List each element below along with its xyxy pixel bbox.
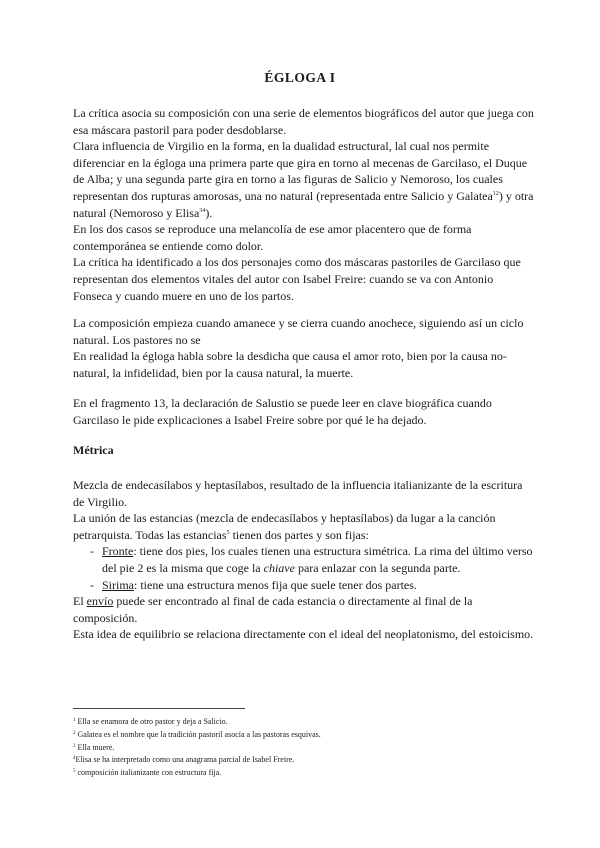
term-envio: envío	[86, 594, 114, 609]
intro-paragraph-2	[73, 138, 535, 221]
metrica-section	[73, 477, 535, 643]
intro-paragraph-2-text-b: ) y otra natural (Nemoroso y Elisa	[73, 188, 534, 220]
metrica-heading: Métrica	[73, 443, 114, 457]
footnote-number: 4	[73, 756, 76, 762]
intro-paragraph-2-text-a: Clara influencia de Virgilio en la forma, en la dualidad estructural, lal cual nos permite diferenciar en la égloga una primera parte que gira en torno al mecenas de Garcilaso, el Duque de Alba; y una segunda parte gira en torno a las figuras de Salicio y Nemoroso, los cuales representan dos rupturas amorosas, una no natural (representada entre Salicio y Galatea	[73, 139, 528, 203]
term-sirima: Sirima	[102, 577, 134, 592]
fragment-section	[73, 395, 535, 428]
footnote-2	[73, 729, 535, 742]
sirima-text: : tiene una estructura menos fija que suele tener dos partes.	[134, 577, 417, 592]
metrica-paragraph-1: Mezcla de endecasílabos y heptasílabos, resultado de la influencia italianizante de la escritura de Virgilio.	[73, 478, 523, 509]
intro-paragraph-1: La crítica asocia su composición con una serie de elementos biográficos del autor que juega con esa máscara pastoril para poder desdoblarse.	[73, 106, 534, 137]
footnote-5	[73, 767, 535, 780]
intro-paragraph-3: En los dos casos se reproduce una melancolía de ese amor placentero que de forma contemporánea se entiende como dolor.	[73, 222, 472, 253]
footnote-text: Ella se enamora de otro pastor y deja a Salicio.	[75, 717, 228, 726]
fronte-text-b: para enlazar con la segunda parte.	[294, 560, 461, 575]
footnotes	[73, 716, 535, 780]
metrica-paragraph-2-text-a: La unión de las estancias (mezcla de endecasílabos y heptasílabos) da lugar a la canción petrarquista. Todas las estancias	[73, 511, 496, 542]
footnote-text: Elisa se ha interpretado como una anagrama parcial de Isabel Freire.	[75, 755, 295, 765]
list-dash: -	[90, 577, 94, 592]
list-item-sirima	[73, 577, 535, 594]
metrica-paragraph-2-text-b: tienen dos partes y son fijas:	[229, 527, 369, 542]
footnote-text: composición italianizante con estructura fija.	[75, 768, 222, 778]
composition-paragraph-1: La composición empieza cuando amanece y se cierra cuando anochece, siguiendo así un ciclo natural. Los pastores no se	[73, 316, 524, 347]
metrica-paragraph-3-text-a: El	[73, 594, 87, 609]
footnote-number: 5	[73, 769, 76, 775]
footnote-4	[73, 754, 535, 767]
footnote-text: Galatea es el nombre que la tradición pastoril asocia a las pastoras esquivas.	[75, 729, 321, 739]
metrica-paragraph-3	[73, 593, 535, 626]
footnote-1	[73, 716, 535, 729]
footnote-3	[73, 742, 535, 755]
list-dash: -	[90, 544, 94, 559]
footnote-ref-34[interactable]: 34	[199, 207, 206, 214]
footnote-text: Ella muere.	[75, 742, 115, 752]
footnote-number: 3	[73, 743, 76, 749]
page-title: ÉGLOGA I	[264, 70, 336, 85]
footnote-ref-12[interactable]: 12	[492, 190, 499, 197]
composition-section	[73, 315, 535, 381]
intro-section	[73, 105, 535, 304]
metrica-paragraph-4: Esta idea de equilibrio se relaciona directamente con el ideal del neoplatonismo, del estoicismo.	[73, 627, 534, 642]
footnote-ref-5[interactable]: 5	[226, 529, 230, 536]
fronte-text-a: : tiene dos pies, los cuales tienen una estructura simétrica. La rima del último verso del pie 2 es la misma que coge la	[102, 544, 533, 575]
footnote-number: 2	[73, 730, 76, 736]
fragment-paragraph: En el fragmento 13, la declaración de Salustio se puede leer en clave biográfica cuando Garcilaso le pide explicaciones a Isabel Freire sobre por qué le ha dejado.	[73, 396, 492, 427]
metrica-paragraph-2	[73, 510, 535, 543]
intro-paragraph-4: La crítica ha identificado a los dos personajes como dos máscaras pastoriles de Garcilaso que representan dos elementos vitales del autor con Isabel Freire: cuando se va con Antonio Fonseca y cuando muere en uno de los partos.	[73, 255, 521, 303]
list-item-fronte	[73, 543, 535, 576]
term-fronte: Fronte	[102, 544, 134, 559]
metrica-paragraph-3-text-b: puede ser encontrado al final de cada estancia o directamente al final de la composición.	[73, 594, 473, 625]
composition-paragraph-2: En realidad la égloga habla sobre la desdicha que causa el amor roto, bien por la causa no-natural, la infidelidad, bien por la causa natural, la muerte.	[73, 349, 507, 380]
intro-paragraph-2-text-c: ).	[205, 205, 213, 220]
term-chiave: chiave	[263, 560, 295, 575]
footnote-separator	[73, 708, 245, 709]
footnote-number: 1	[73, 718, 76, 723]
